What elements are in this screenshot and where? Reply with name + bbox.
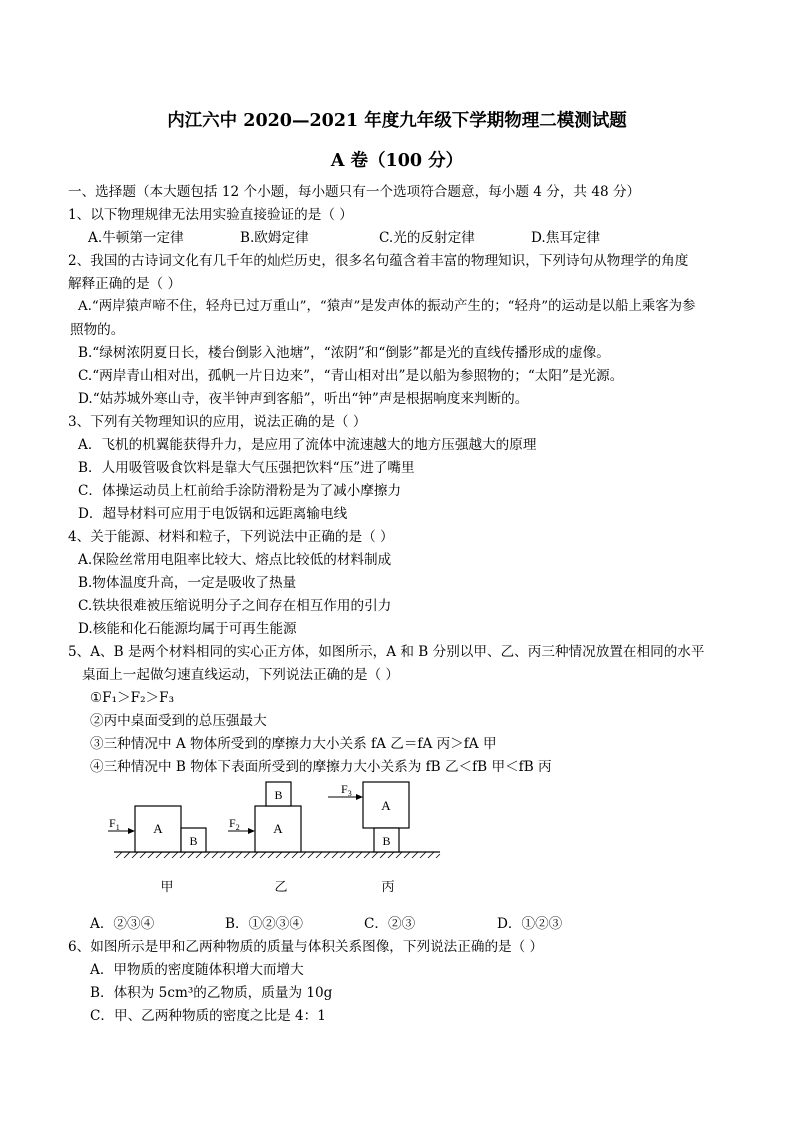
q3-option-b: B．人用吸管吸食饮料是靠大气压强把饮料“压”进了嘴里: [78, 460, 415, 476]
q2-option-c: C.“两岸青山相对出，孤帆一片日边来”，“青山相对出”是以船为参照物的；“太阳”是光源。: [78, 368, 624, 384]
bing-block-a-label: A: [381, 798, 391, 813]
q2-option-a-line2: 照物的。: [70, 322, 125, 338]
q2-stem-line2: 解释正确的是（ ）: [68, 276, 182, 292]
q1-option-a: A.牛顿第一定律: [88, 230, 184, 246]
q6-option-b: B．体积为 5cm³的乙物质，质量为 10g: [90, 985, 333, 1001]
force2-label: $F_2$: [229, 816, 240, 832]
q4-option-d: D.核能和化石能源均属于可再生能源: [78, 621, 297, 637]
q6-option-c: C．甲、乙两种物质的密度之比是 4：1: [90, 1008, 326, 1024]
q2-option-a-line1: A.“两岸猿声啼不住，轻舟已过万重山”，“猿声”是发声体的振动产生的；“轻舟”的运动是以船上乘客为参: [78, 299, 696, 314]
jia-block-b-label: B: [189, 834, 198, 848]
q6-option-a: A．甲物质的密度随体积增大而增大: [90, 962, 304, 978]
q5-options: [0, 914, 794, 934]
case-label-bing: 丙: [381, 880, 395, 895]
q5-statement-3: ③三种情况中 A 物体所受到的摩擦力大小关系 fA 乙＝fA 丙＞fA 甲: [90, 736, 497, 752]
q2-stem-line1: 2、我国的古诗词文化有几千年的灿烂历史，很多名句蕴含着丰富的物理知识，下列诗句从物理学的角度: [68, 253, 689, 269]
force3-arrowhead: [356, 794, 363, 800]
force3-label: $F_3$: [341, 782, 352, 798]
q4-stem: 4、关于能源、材料和粒子，下列说法中正确的是（ ）: [68, 529, 394, 545]
q3-option-c: C．体操运动员上杠前给手涂防滑粉是为了减小摩擦力: [78, 483, 402, 499]
force2-arrowhead: [248, 828, 255, 834]
yi-block-a-label: A: [273, 821, 283, 836]
section-heading: 一、选择题（本大题包括 12 个小题，每小题只有一个选项符合题意，每小题 4 分，共 48 分）: [68, 184, 641, 200]
q5-statement-2: ②丙中桌面受到的总压强最大: [90, 713, 267, 729]
q5-option-d: D．①②③: [497, 916, 563, 932]
q3-option-a: A．飞机的机翼能获得升力，是应用了流体中流速越大的地方压强越大的原理: [78, 437, 537, 453]
q3-stem: 3、下列有关物理知识的应用，说法正确的是（ ）: [68, 414, 367, 430]
q5-option-b: B．①②③④: [225, 916, 303, 932]
page-subtitle: A 卷（100 分）: [330, 151, 464, 171]
jia-block-a-label: A: [153, 821, 163, 836]
q5-option-c: C．②③: [364, 916, 416, 932]
q2-option-d: D.“姑苏城外寒山寺，夜半钟声到客船”，听出“钟”声是根据响度来判断的。: [78, 391, 529, 407]
yi-block-b-label: B: [274, 788, 283, 802]
q1-options: [0, 228, 794, 248]
bing-block-b-label: B: [382, 834, 391, 848]
q5-figure: [100, 770, 450, 900]
q5-statement-1: ①F₁＞F₂＞F₃: [90, 690, 175, 706]
force1-label: $F_1$: [109, 816, 120, 832]
q5-stem-line1: 5、A、B 是两个材料相同的实心正方体，如图所示，A 和 B 分别以甲、乙、丙三种情况放置在相同的水平: [68, 644, 705, 660]
q1-option-d: D.焦耳定律: [531, 230, 601, 246]
case-label-jia: 甲: [160, 880, 174, 895]
q1-option-c: C.光的反射定律: [379, 230, 475, 246]
q1-option-b: B.欧姆定律: [240, 230, 309, 246]
q5-option-a: A．②③④: [90, 916, 155, 932]
q5-statement-4: ④三种情况中 B 物体下表面所受到的摩擦力大小关系为 fB 乙＜fB 甲＜fB 丙: [90, 759, 552, 775]
q5-stem-line2: 桌面上一起做匀速直线运动，下列说法正确的是（ ）: [82, 667, 399, 683]
q6-stem: 6、如图所示是甲和乙两种物质的质量与体积关系图像，下列说法正确的是（ ）: [68, 939, 544, 955]
case-label-yi: 乙: [274, 880, 288, 895]
force1-arrowhead: [128, 828, 135, 834]
q4-option-a: A.保险丝常用电阻率比较大、熔点比较低的材料制成: [78, 552, 392, 568]
q1-stem: 1、以下物理规律无法用实验直接验证的是（ ）: [68, 207, 353, 223]
q4-option-b: B.物体温度升高，一定是吸收了热量: [78, 575, 297, 591]
q4-option-c: C.铁块很难被压缩说明分子之间存在相互作用的引力: [78, 598, 392, 614]
q3-option-d: D．超导材料可应用于电饭锅和远距离输电线: [78, 506, 348, 522]
table-hatching: [116, 852, 440, 858]
q2-option-b: B.“绿树浓阴夏日长，楼台倒影入池塘”，“浓阴”和“倒影”都是光的直线传播形成的虚像。: [78, 345, 610, 361]
page-title: 内江六中 2020—2021 年度九年级下学期物理二模测试题: [167, 111, 627, 131]
